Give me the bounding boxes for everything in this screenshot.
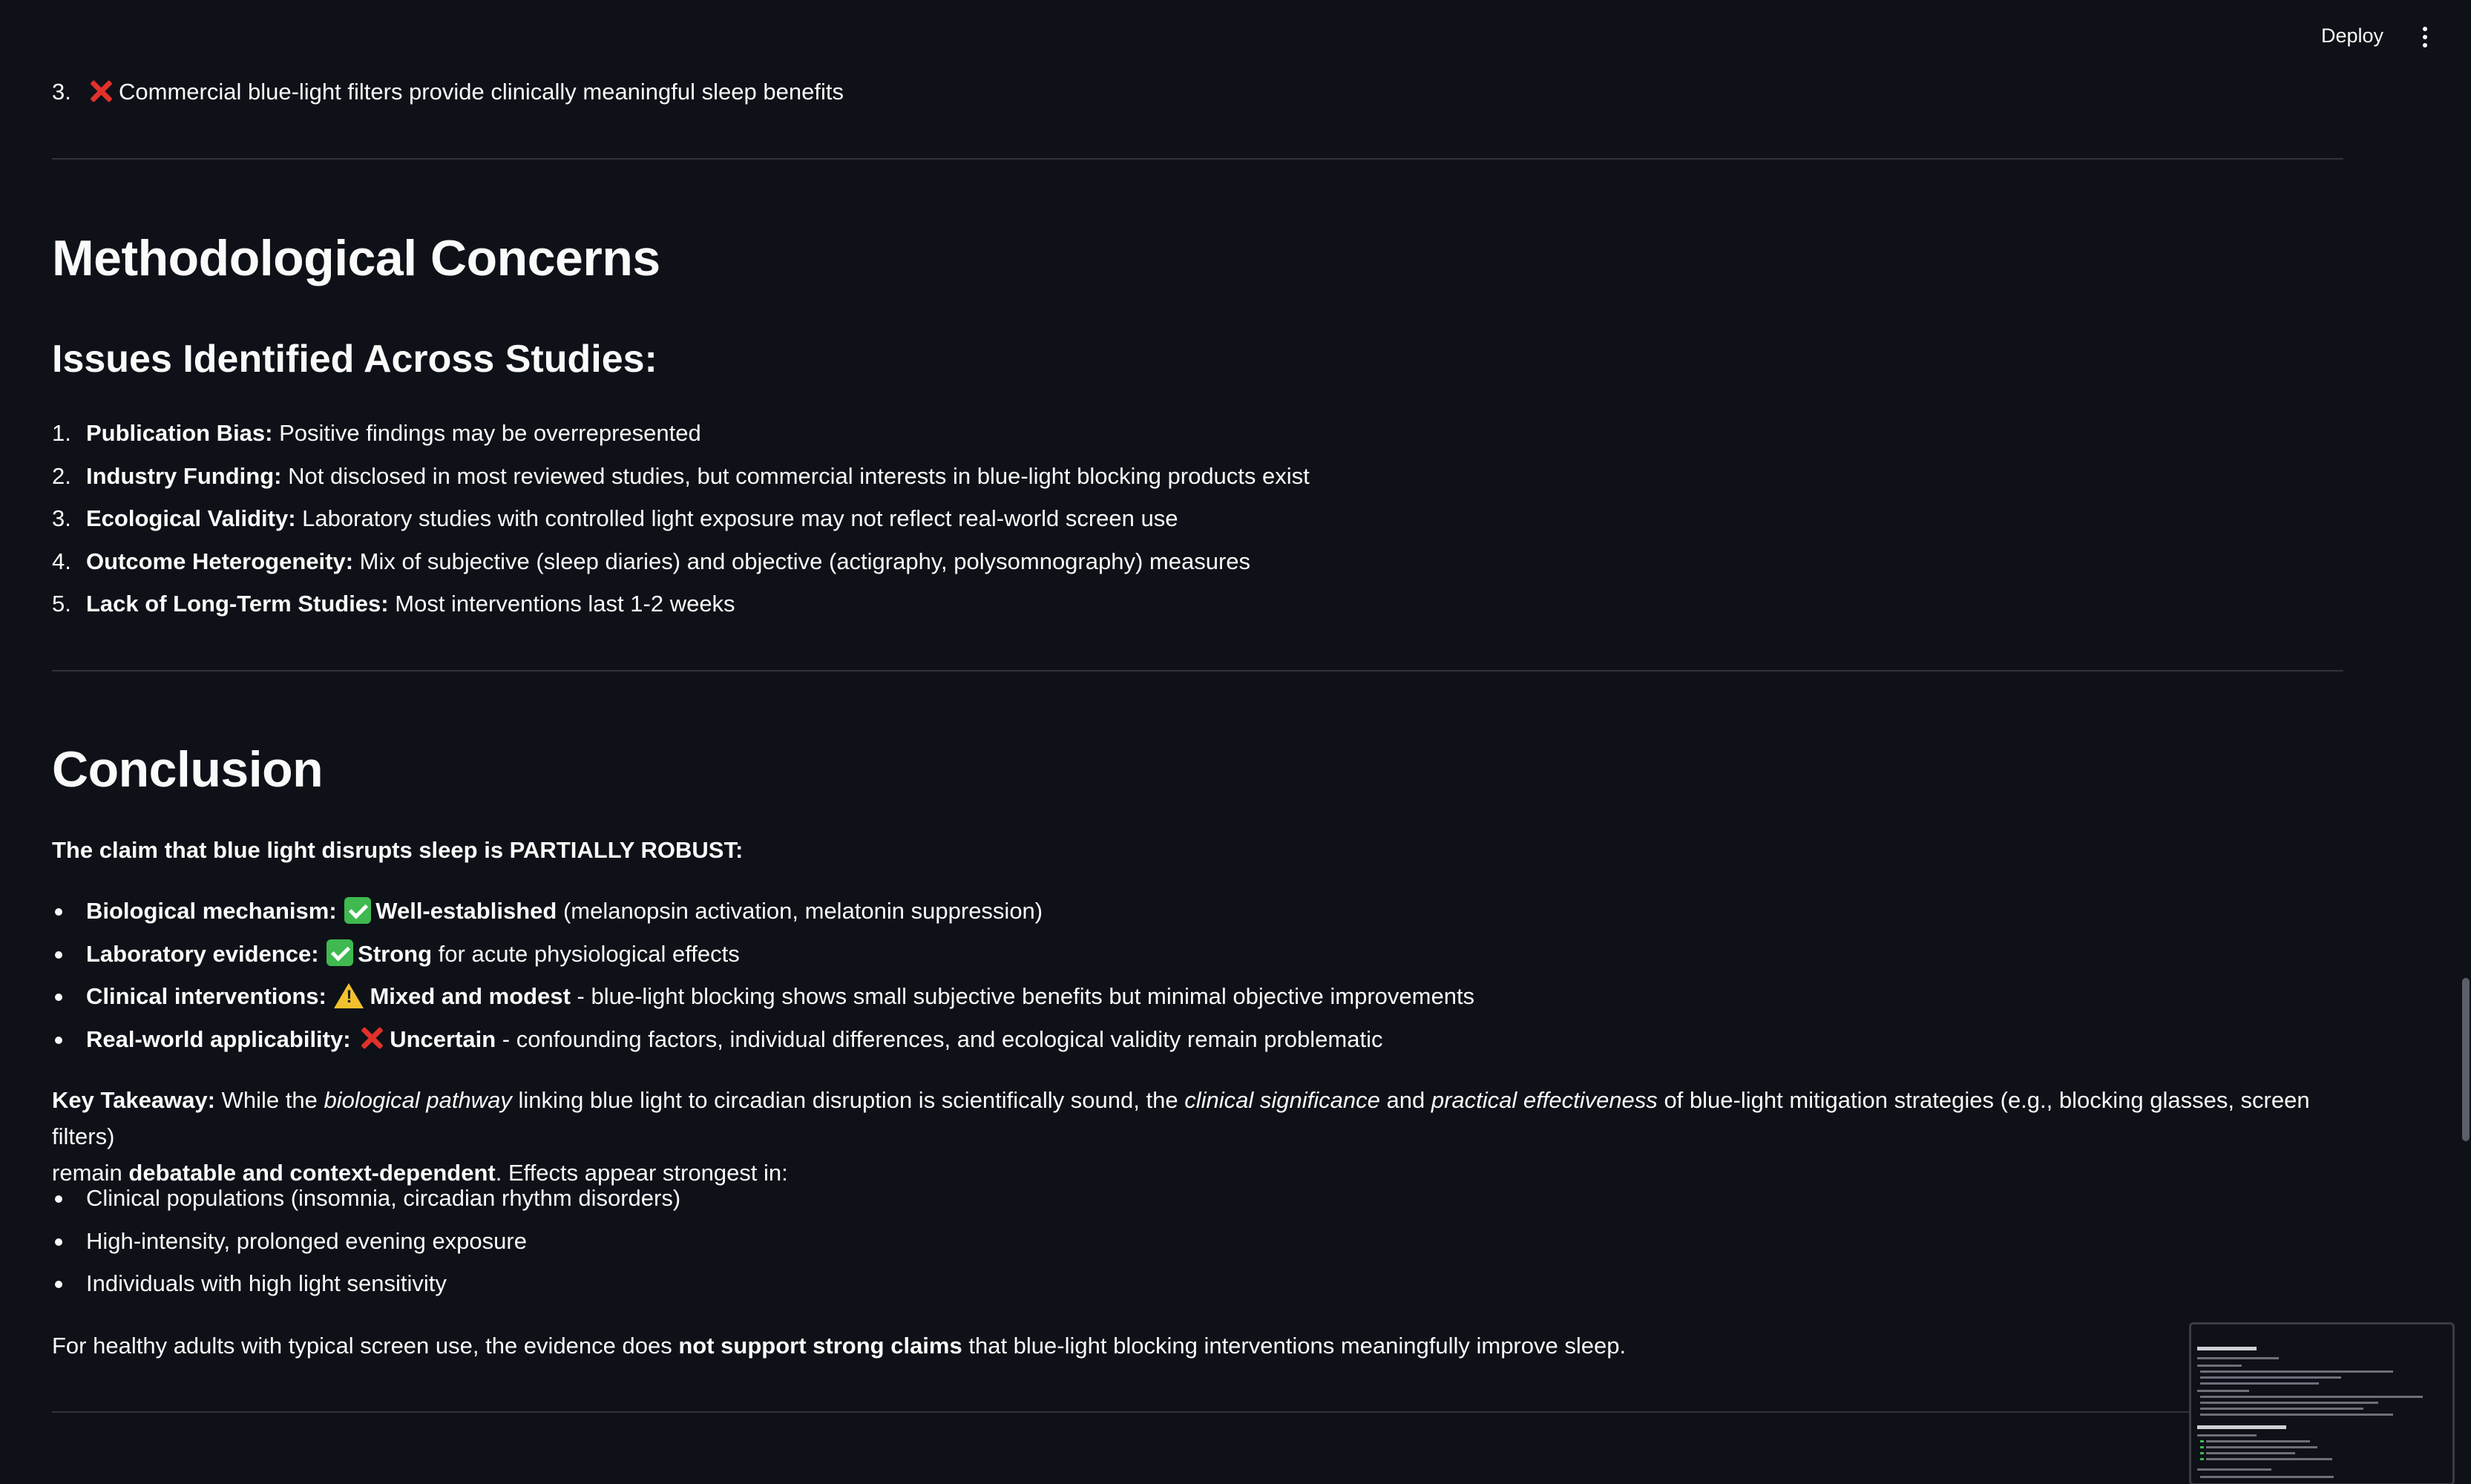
list-item [52,1177,2343,1220]
issues-list [52,412,2343,626]
strongest-in-list [52,1177,2343,1305]
menu-dot [2423,43,2427,47]
list-item [52,1262,2343,1305]
final-text: that blue-light blocking interventions meaningfully improve sleep. [968,1333,1627,1359]
bullet [55,951,62,959]
list-number: 3. [52,505,71,531]
thumb-line [2200,1408,2363,1410]
takeaway-emphasis: practical effectiveness [1431,1087,1658,1113]
list-item-label: Clinical interventions: [86,983,326,1009]
divider [52,670,2343,672]
cross-mark-icon [358,1025,385,1051]
thumb-mark [2200,1452,2204,1454]
list-item-label: Biological mechanism: [86,898,337,924]
list-item [52,497,2343,540]
bullet [55,994,62,1001]
thumb-line [2197,1434,2257,1437]
page-thumbnail[interactable] [2189,1322,2455,1484]
list-item [52,1018,2343,1061]
thumb-line [2200,1370,2393,1373]
list-number: 5. [52,591,71,617]
takeaway-text: . Effects appear strongest in: [495,1160,788,1186]
list-item-label: Lack of Long-Term Studies: [86,591,389,617]
takeaway-text: While the [221,1087,318,1113]
thumb-line [2206,1458,2332,1460]
subsection-title-issues: Issues Identified Across Studies: [52,338,657,381]
check-mark-icon [326,939,353,966]
list-item [52,582,2343,626]
takeaway-label: Key Takeaway: [52,1087,215,1113]
thumb-line [2197,1365,2242,1367]
list-number: 4. [52,548,71,574]
list-item [52,70,2343,114]
divider [52,1411,2343,1413]
list-item-label: Industry Funding: [86,462,282,489]
list-item-text: Laboratory studies with controlled light exposure may not reflect real-world screen use [302,505,1178,531]
section-title-methodological: Methodological Concerns [52,230,660,286]
thumb-line [2197,1357,2279,1359]
bullet [55,1037,62,1044]
scrollbar-thumb[interactable] [2462,978,2470,1141]
list-item [52,933,2343,976]
list-item-label: Ecological Validity: [86,505,296,531]
list-item-label: Real-world applicability: [86,1025,351,1052]
thumb-line [2197,1425,2286,1429]
takeaway-emphasis: clinical significance [1184,1087,1380,1113]
thumb-line [2197,1347,2257,1350]
thumb-line [2197,1390,2249,1392]
cross-mark-icon [88,78,114,105]
list-item-text: Individuals with high light sensitivity [86,1270,447,1296]
bullet [55,1281,62,1288]
warning-icon [334,983,364,1008]
app-header [0,0,2471,71]
divider [52,158,2343,160]
thumb-line [2200,1376,2341,1379]
list-item [52,975,2343,1018]
thumb-line [2206,1452,2295,1454]
list-item-strong: Mixed and modest [370,983,571,1009]
list-item-strong: Strong [358,940,433,967]
list-item-label: Outcome Heterogeneity: [86,548,354,574]
thumb-line [2197,1468,2271,1471]
takeaway-text: remain [52,1160,122,1186]
list-item-text: Mix of subjective (sleep diaries) and objective (actigraphy, polysomnography) measures [359,548,1251,574]
list-item-strong: Well-established [375,898,557,924]
list-number: 1. [52,420,71,446]
list-item-text: Commercial blue-light filters provide clinically meaningful sleep benefits [119,79,844,105]
thumb-line [2200,1476,2334,1478]
takeaway-text: linking blue light to circadian disruption is scientifically sound, the [518,1087,1178,1113]
final-statement [52,1327,2343,1364]
thumb-line [2200,1414,2393,1416]
takeaway-text: and [1386,1087,1425,1113]
list-item-text: (melanopsin activation, melatonin suppression) [562,898,1043,924]
list-item-text: Not disclosed in most reviewed studies, but commercial interests in blue-light blocking products exist [288,462,1310,489]
menu-dot [2423,27,2427,31]
takeaway-emphasis: biological pathway [324,1087,512,1113]
key-takeaway [52,1082,2343,1191]
list-item-text: Most interventions last 1-2 weeks [395,591,735,617]
menu-dot [2423,35,2427,39]
claims-list [52,70,2343,114]
check-mark-icon [344,897,371,924]
list-number: 2. [52,462,71,489]
more-vertical-icon[interactable] [2410,21,2440,53]
conclusion-claim [52,832,2343,868]
list-number: 3. [52,79,71,105]
claim-text: The claim that blue light disrupts sleep is PARTIALLY ROBUST: [52,837,744,863]
thumb-line [2200,1382,2319,1385]
takeaway-strong: debatable and context-dependent [128,1160,496,1186]
list-item-text: Clinical populations (insomnia, circadian rhythm disorders) [86,1185,681,1211]
list-item [52,890,2343,933]
thumb-mark [2200,1440,2204,1442]
list-item-text: Positive findings may be overrepresented [279,420,701,446]
list-item-label: Laboratory evidence: [86,940,319,967]
takeaway-text: of blue-light mitigation strategies (e.g., blocking glasses, screen filters) [52,1087,2310,1149]
list-item-text: for acute physiological effects [438,940,740,967]
list-item-strong: Uncertain [390,1025,496,1052]
thumb-mark [2200,1458,2204,1460]
thumb-mark [2200,1446,2204,1448]
bullet [55,908,62,916]
list-item-label: Publication Bias: [86,420,273,446]
list-item-text: High-intensity, prolonged evening exposure [86,1227,527,1254]
list-item [52,455,2343,498]
list-item-text: - confounding factors, individual differences, and ecological validity remain problematic [502,1025,1383,1052]
thumb-line [2206,1440,2310,1442]
deploy-button[interactable]: Deploy [2321,24,2384,47]
list-item [52,540,2343,583]
section-title-conclusion: Conclusion [52,741,324,798]
bullet [55,1238,62,1246]
list-item [52,412,2343,455]
thumb-line [2206,1446,2317,1448]
bullet [55,1195,62,1203]
final-strong: not support strong claims [678,1333,962,1359]
final-text: For healthy adults with typical screen use, the evidence does [52,1333,672,1359]
thumb-line [2200,1402,2378,1404]
thumb-line [2200,1396,2423,1398]
robustness-list [52,890,2343,1060]
list-item-text: - blue-light blocking shows small subjective benefits but minimal objective improvements [577,983,1475,1009]
list-item [52,1220,2343,1263]
